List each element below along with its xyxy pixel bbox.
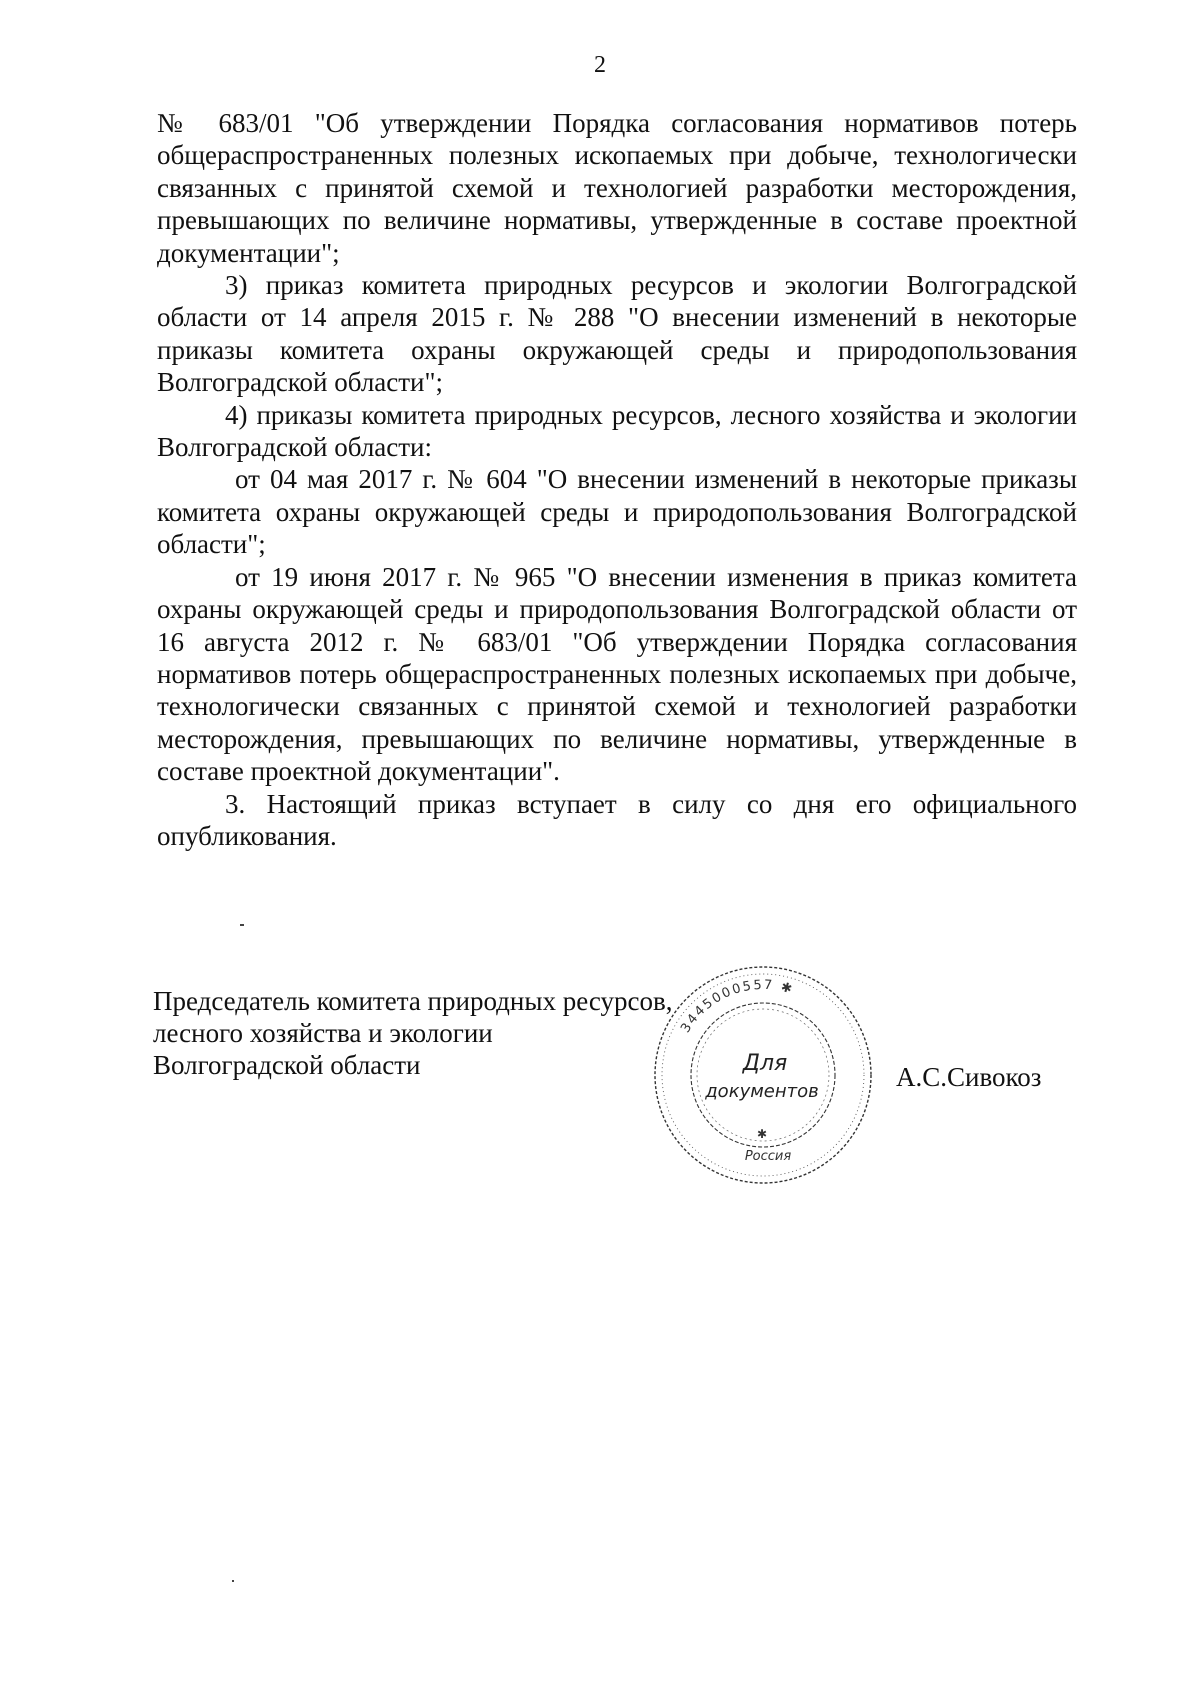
paragraph-2: 3) приказ комитета природных ресурсов и экологии Волгоградской области от 14 апреля 2015 г. № 288 "О внесении изменений в некоторые приказы комитета охраны окружающей среды и природопользования Волгоградской области"; <box>157 270 1077 398</box>
official-stamp <box>648 960 878 1190</box>
stamp-center-line-2: документов <box>705 1081 819 1102</box>
stamp-graphic <box>648 960 878 1190</box>
paragraph-5: от 19 июня 2017 г. № 965 "О внесении изменения в приказ комитета охраны окружающей среды и природопользования Волгоградской области от 16 августа 2012 г. № 683/01 "Об утверждении Порядка согласования нормативов потерь общераспространенных полезных ископаемых при добыче, технологически связанных с принятой схемой и технологией разработки месторождения, превышающих по величине нормативы, утвержденные в составе проектной документации". <box>157 561 1077 787</box>
stamp-bottom-text: Россия <box>744 1149 792 1164</box>
paragraph-4: от 04 мая 2017 г. № 604 "О внесении изменений в некоторые приказы комитета охраны окружающей среды и природопользования Волгоградской области"; <box>157 464 1077 560</box>
scan-artifact <box>232 1580 234 1582</box>
paragraph-6: 3. Настоящий приказ вступает в силу со дня его официального опубликования. <box>157 788 1077 851</box>
stamp-star-icon: ✱ <box>756 1127 768 1141</box>
signer-name: А.С.Сивокоз <box>896 1062 1042 1092</box>
paragraph-3: 4) приказы комитета природных ресурсов, лесного хозяйства и экологии Волгоградской области: <box>157 399 1077 463</box>
scan-artifact <box>240 924 244 926</box>
document-body <box>157 107 1077 852</box>
stamp-ring-text: 3445000557 ✱ <box>678 977 796 1036</box>
signer-title-line-1: Председатель комитета природных ресурсов, <box>153 986 673 1016</box>
signature-block <box>153 985 673 1081</box>
page-number: 2 <box>594 52 606 78</box>
signer-title-line-3: Волгоградской области <box>153 1050 421 1080</box>
paragraph-1: № 683/01 "Об утверждении Порядка согласования нормативов потерь общераспространенных полезных ископаемых при добыче, технологически связанных с принятой схемой и технологией разработки месторождения, превышающих по величине нормативы, утвержденные в составе проектной документации"; <box>157 108 1077 268</box>
signer-title-line-2: лесного хозяйства и экологии <box>153 1018 493 1048</box>
stamp-center-line-1: Для <box>742 1051 788 1076</box>
